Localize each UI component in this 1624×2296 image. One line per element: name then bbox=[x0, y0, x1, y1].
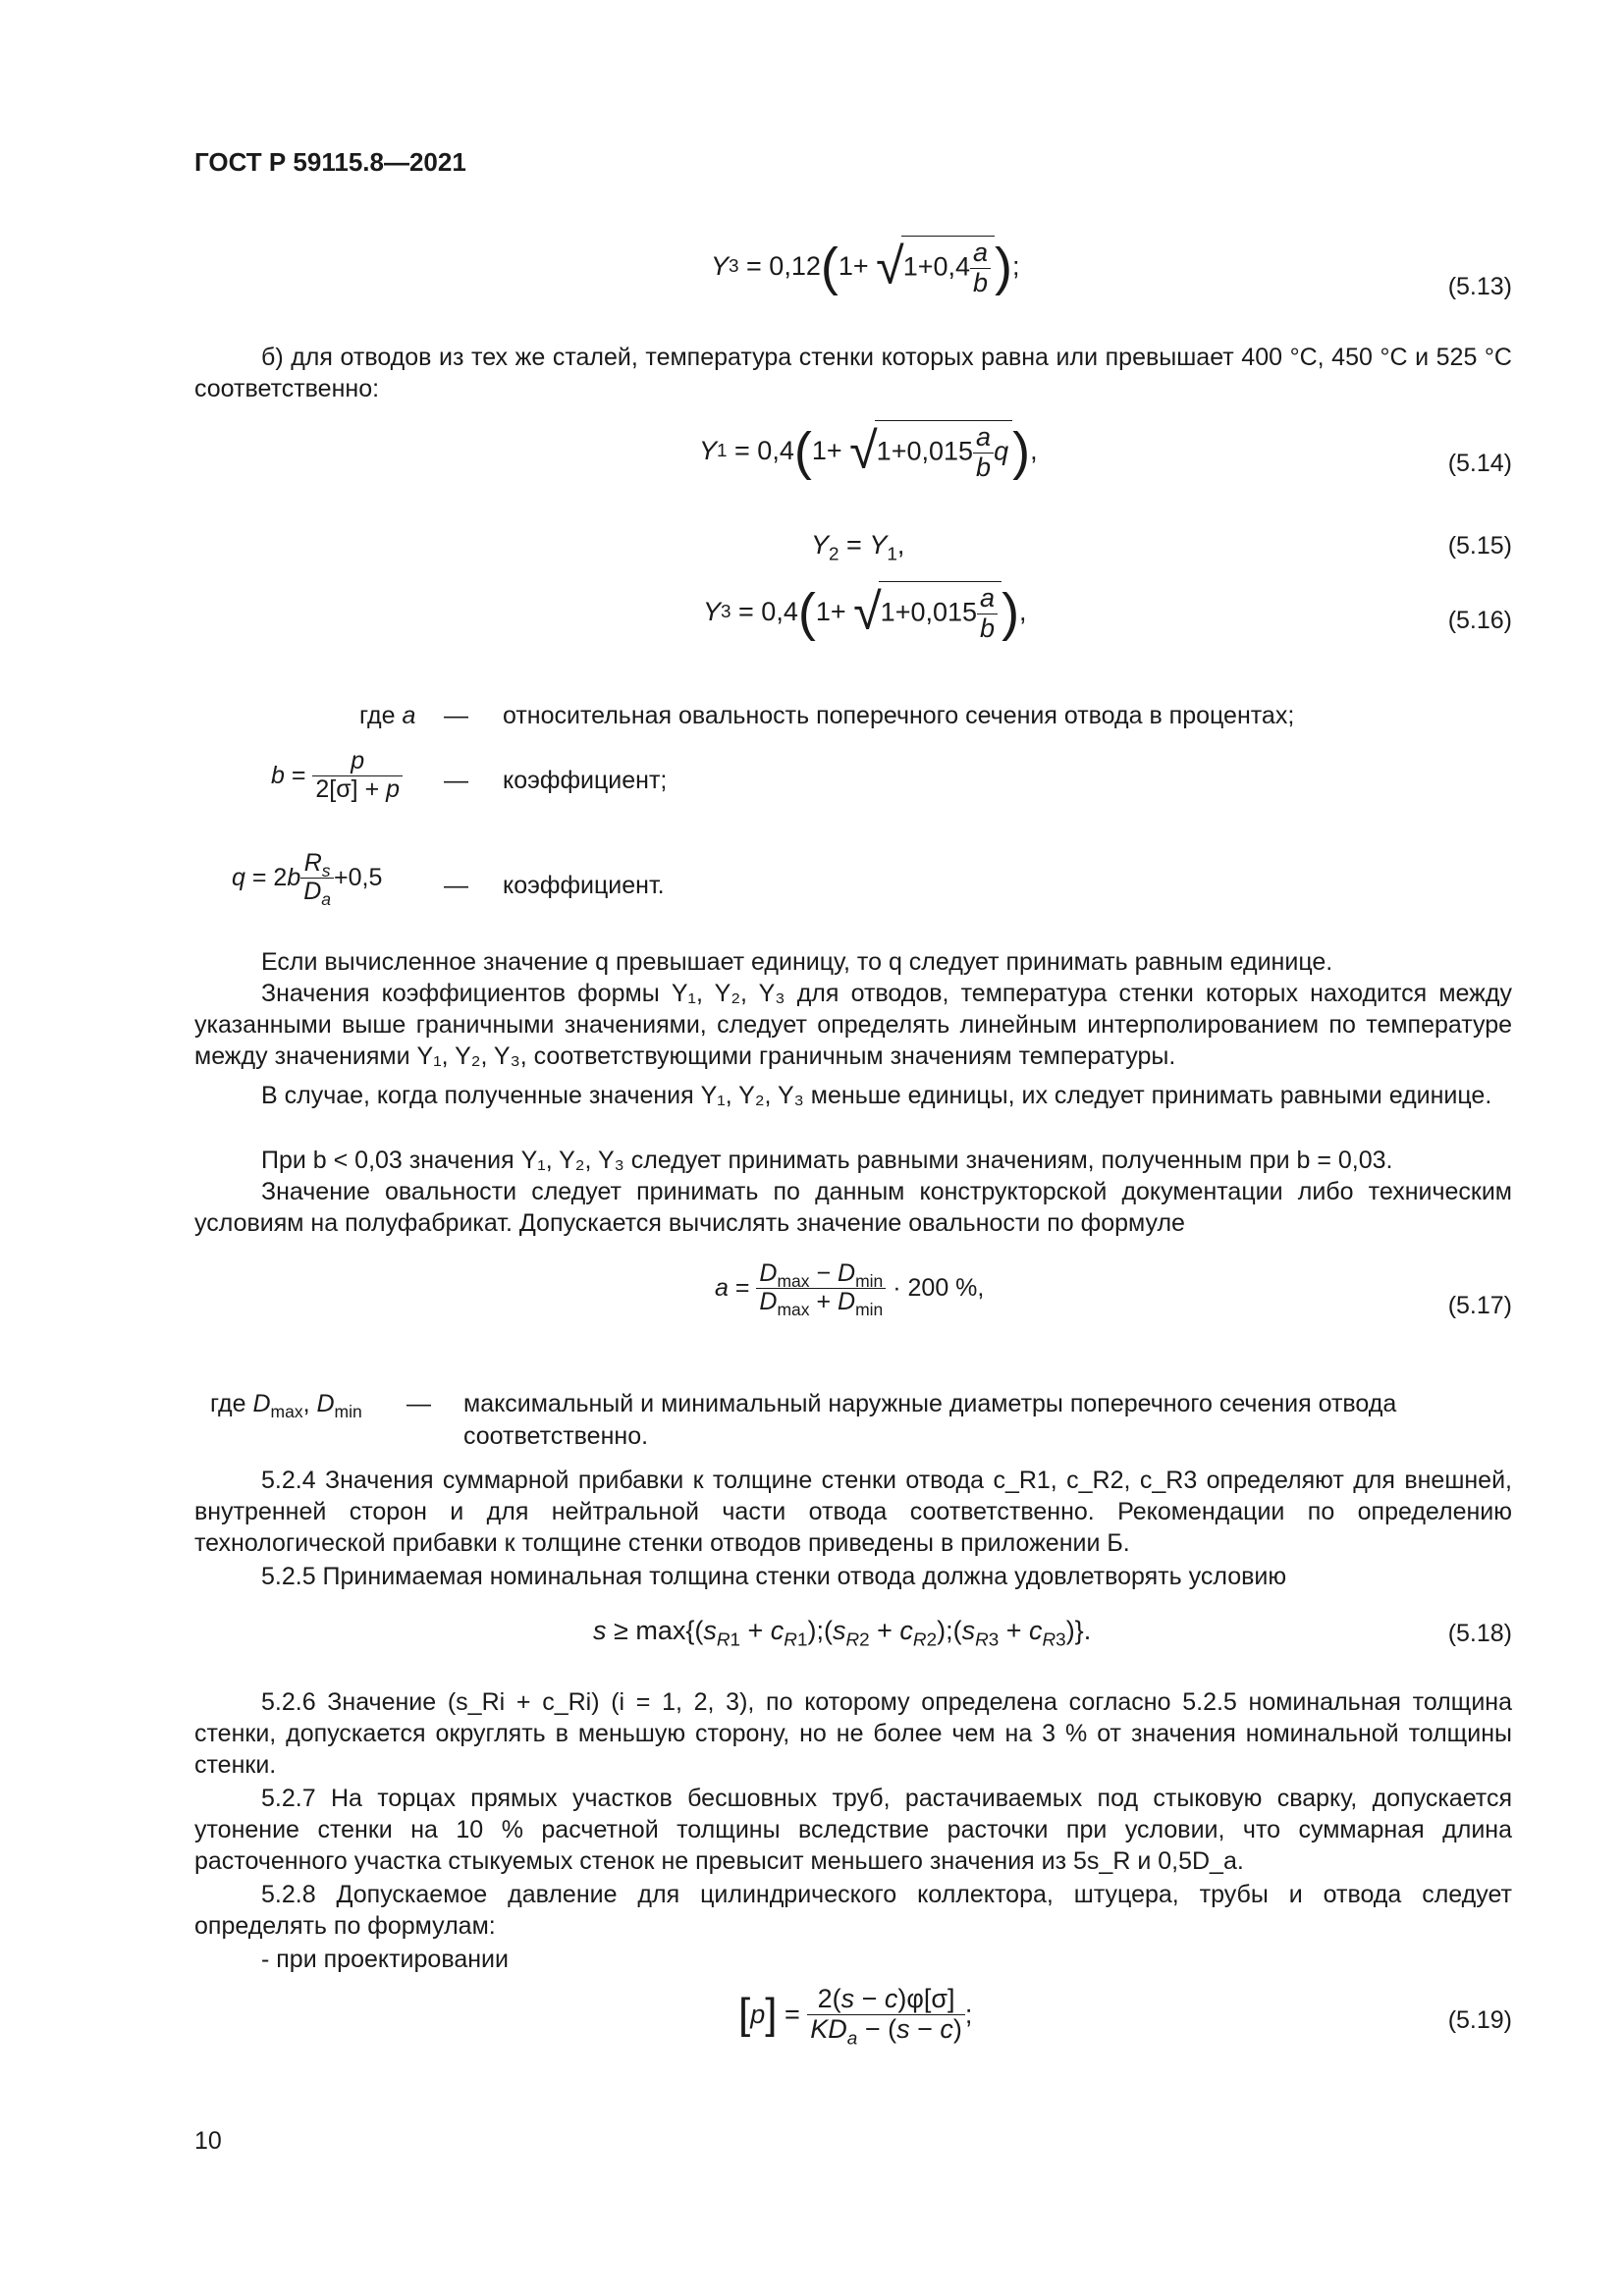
paragraph-5-2-6: 5.2.6 Значение (s_Ri + c_Ri) (i = 1, 2, 3), по которому определена согласно 5.2.5 номинальная толщина стенки, допускается округлять в меньшую сторону, но не более чем на 3 % от значения номинальной толщины стенки. bbox=[194, 1688, 1512, 1779]
page-number: 10 bbox=[194, 2127, 222, 2155]
where-d-label: где $D_{max}$, $D_{min}$ bbox=[210, 1390, 362, 1422]
equation-number-5-17: (5.17) bbox=[1447, 1292, 1512, 1319]
document-code-header: ГОСТ Р 59115.8—2021 bbox=[194, 147, 466, 177]
paragraph-5-2-4: 5.2.4 Значения суммарной прибавки к толщине стенки отвода c_R1, c_R2, c_R3 определяют для внешней, внутренней сторон и для нейтральной части отвода соответственно. Рекомендации по определению технологической прибавки к толщине стенки отводов приведены в приложении Б. bbox=[194, 1467, 1512, 1557]
formula-5-18: $s \ge \max\{(s_{R1}$ + $c_{R1});(s_{R2}$ + $c_{R2});(s_{R3} + c_{R3})$}. bbox=[593, 1616, 1092, 1651]
equation-number-5-13: (5.13) bbox=[1447, 273, 1512, 300]
paragraph-q-limit: Если вычисленное значение q превышает единицу, то q следует принимать равным единице. bbox=[261, 948, 1333, 976]
where-d-description: максимальный и минимальный наружные диаметры поперечного сечения отвода соответственно. bbox=[463, 1390, 1397, 1450]
formula-5-13: Y 3 = 0,12 ( 1+ √1+0,4 $\frac{a}{b}$ ) ; bbox=[711, 237, 1020, 297]
formula-b-definition: b = $\frac{p}{2[\sigma] + p}$ bbox=[271, 748, 403, 803]
where-b-dash: — bbox=[444, 767, 468, 794]
where-a-dash: — bbox=[444, 702, 468, 729]
where-a-description: относительная овальность поперечного сечения отвода в процентах; bbox=[503, 702, 1295, 729]
paragraph-5-2-5: 5.2.5 Принимаемая номинальная толщина стенки отвода должна удовлетворять условию bbox=[261, 1563, 1287, 1590]
paragraph-design-case: - при проектировании bbox=[261, 1946, 509, 1973]
equation-number-5-18: (5.18) bbox=[1447, 1620, 1512, 1647]
where-d-dash: — bbox=[406, 1390, 431, 1417]
equation-number-5-16: (5.16) bbox=[1447, 607, 1512, 634]
formula-5-14: Y 1 = 0,4 ( 1+ √1+0,015 $\frac{a}{b}$ q ) , bbox=[699, 421, 1038, 482]
formula-5-16: Y 3 = 0,4 ( 1+ √1+0,015 $\frac{a}{b}$ ) , bbox=[703, 582, 1027, 643]
paragraph-b-threshold: При b < 0,03 значения Y₁, Y₂, Y₃ следует принимать равными значениям, полученным при b = 0,03. bbox=[261, 1147, 1393, 1174]
paragraph-interpolation: Значения коэффициентов формы Y₁, Y₂, Y₃ для отводов, температура стенки которых находится между указанными выше граничными значениями, следует определять линейным интерполированием по температуре между значениями Y₁, Y₂, Y₃, соответствующими граничным значениям температуры. bbox=[194, 980, 1512, 1070]
paragraph-ovality: Значение овальности следует принимать по данным конструкторской документации либо техническим условиям на полуфабрикат. Допускается вычислять значение овальности по формуле bbox=[194, 1178, 1512, 1237]
paragraph-5-2-8: 5.2.8 Допускаемое давление для цилиндрического коллектора, штуцера, трубы и отвода следует определять по формулам: bbox=[194, 1881, 1512, 1940]
where-q-description: коэффициент. bbox=[503, 872, 665, 899]
equation-number-5-15: (5.15) bbox=[1447, 532, 1512, 560]
formula-5-17: a = $\frac{D_{max} - D_{min}}{D_{max} + D_{min}}$ · 200 %, bbox=[715, 1259, 985, 1319]
equation-number-5-14: (5.14) bbox=[1447, 450, 1512, 477]
paragraph-b-case: б) для отводов из тех же сталей, температура стенки которых равна или превышает 400 °С, 450 °С и 525 °С соответственно: bbox=[194, 344, 1512, 402]
where-b-description: коэффициент; bbox=[503, 767, 668, 794]
equation-number-5-19: (5.19) bbox=[1447, 2006, 1512, 2034]
paragraph-5-2-7: 5.2.7 На торцах прямых участков бесшовных труб, растачиваемых под стыковую сварку, допускается утонение стенки на 10 % расчетной толщины вследствие расточки при условии, что суммарная длина расточенного участка стыкуемых стенок не превысит меньшего значения из 5s_R и 0,5D_a. bbox=[194, 1785, 1512, 1875]
where-a-label: где a bbox=[359, 702, 416, 729]
where-q-dash: — bbox=[444, 872, 468, 899]
formula-5-19: [ p ] = $\frac{2(s - c)\varphi[\sigma]}{KD_a - (s - c)}$ ; bbox=[738, 1984, 973, 2050]
formula-5-15: $Y_2 = Y_1$, bbox=[811, 530, 905, 565]
paragraph-less-than-one: В случае, когда полученные значения Y₁, Y₂, Y₃ меньше единицы, их следует принимать равными единице. bbox=[261, 1082, 1492, 1109]
formula-q-definition: q = 2 b $\frac{R_s}{D_a}$ +0,5 bbox=[232, 849, 383, 909]
